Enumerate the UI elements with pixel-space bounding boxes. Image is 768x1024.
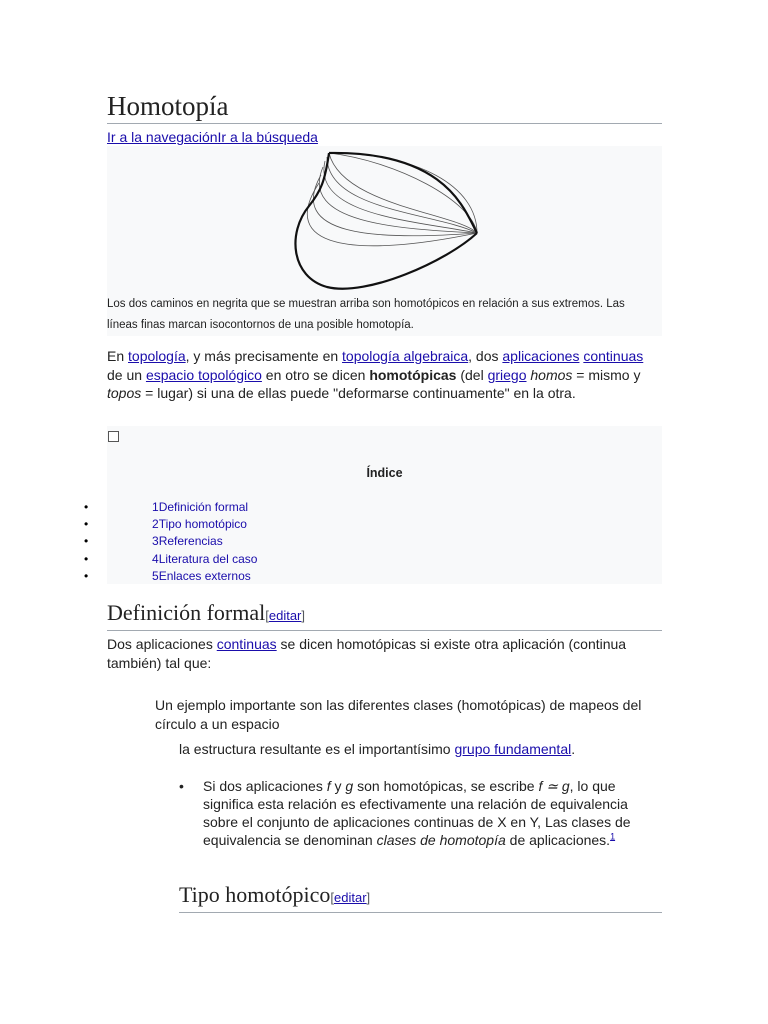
intro-text: , y más precisamente en <box>185 348 343 364</box>
math-expression: f ≃ g <box>538 778 570 794</box>
jump-links <box>107 128 318 146</box>
table-of-contents <box>84 426 662 584</box>
edit-bracket-close: ] <box>301 608 306 623</box>
intro-paragraph <box>107 347 652 403</box>
bullet-icon: • <box>84 534 89 548</box>
intro-text: en otro se dicen <box>261 366 370 383</box>
edit-section-link[interactable]: editar <box>268 608 302 623</box>
edit-section-link[interactable]: editar <box>334 890 367 905</box>
definition-text: se dicen homotópicas si existe otra aplicación (continua también) tal que: <box>107 636 627 671</box>
toc-title: Índice <box>366 466 403 480</box>
toc-item-literatura[interactable] <box>84 552 452 566</box>
list-item-equivalencia <box>179 777 665 849</box>
toc-item-number: 1 <box>152 500 159 514</box>
toc-item-label: Referencias <box>158 534 223 548</box>
list-item-text: son homotópicas, se escribe <box>353 778 539 794</box>
bullet-icon: • <box>84 552 89 566</box>
edit-section-wrapper <box>330 890 370 905</box>
math-f: f <box>326 778 331 794</box>
structure-paragraph <box>179 740 669 759</box>
edit-bracket-open: [ <box>265 608 269 623</box>
link-topologia-algebraica[interactable]: topología algebraica <box>342 348 469 364</box>
link-griego[interactable]: griego <box>487 366 527 383</box>
toc-item-number: 2 <box>152 517 159 531</box>
homotopy-figure-image[interactable] <box>287 151 587 301</box>
intro-text: (del <box>456 366 488 383</box>
definition-text: Dos aplicaciones <box>107 636 217 652</box>
structure-text: . <box>571 741 576 757</box>
link-espacio-topologico[interactable]: espacio topológico <box>145 366 262 383</box>
toc-item-enlaces-externos[interactable] <box>84 569 452 583</box>
edit-bracket-open: [ <box>330 890 335 905</box>
toc-toggle-checkbox[interactable] <box>108 431 119 442</box>
jump-to-search-link[interactable]: Ir a la búsqueda <box>217 129 318 145</box>
intro-text: = lugar) si una de ellas puede "deformarse continuamente" en la otra. <box>141 385 576 401</box>
figure-thumbnail <box>107 146 662 336</box>
intro-text: , dos <box>468 348 503 364</box>
term-topos: topos <box>107 385 142 401</box>
link-grupo-fundamental[interactable]: grupo fundamental <box>454 741 572 757</box>
list-item-text: Si dos aplicaciones <box>203 778 327 794</box>
structure-text: la estructura resultante es el importantísimo <box>179 741 455 757</box>
definition-paragraph <box>107 635 627 672</box>
bullet-icon: • <box>84 500 89 514</box>
link-continuas[interactable]: continuas <box>583 348 644 364</box>
term-homotopicas: homotópicas <box>369 366 457 383</box>
intro-text: de un <box>107 366 146 383</box>
toc-item-label: Definición formal <box>158 500 249 514</box>
bullet-icon: • <box>84 517 89 531</box>
link-aplicaciones[interactable]: aplicaciones <box>502 348 580 364</box>
section-heading-definicion-formal <box>107 600 662 631</box>
toc-item-number: 5 <box>152 569 159 583</box>
toc-item-label: Enlaces externos <box>158 569 251 583</box>
list-item-text: y <box>330 778 346 794</box>
edit-section-wrapper <box>265 608 305 623</box>
term-clases-de-homotopia: clases de homotopía <box>376 832 506 848</box>
list-item-text: de aplicaciones. <box>505 832 611 848</box>
toc-item-definicion-formal[interactable] <box>84 500 452 514</box>
link-topologia[interactable]: topología <box>128 348 186 364</box>
section-heading-text: Tipo homotópico <box>179 882 331 907</box>
example-paragraph: Un ejemplo importante son las diferentes clases (homotópicas) de mapeos del círculo a un espacio <box>155 697 642 732</box>
figure-caption: Los dos caminos en negrita que se muestran arriba son homotópicos en relación a sus extremos. Las líneas finas marcan isocontornos de una posible homotopía. <box>107 298 625 331</box>
page-title: Homotopía <box>107 90 662 124</box>
toc-item-number: 4 <box>152 552 159 566</box>
toc-item-label: Literatura del caso <box>158 552 258 566</box>
toc-item-number: 3 <box>152 534 159 548</box>
intro-text: = mismo y <box>572 366 641 383</box>
link-continuas-def[interactable]: continuas <box>216 636 277 652</box>
toc-item-tipo-homotopico[interactable] <box>84 517 452 531</box>
intro-text: En <box>107 348 129 364</box>
list-item-text: , lo que significa esta relación es efectivamente una relación de equivalencia sobre el conjunto de aplicaciones continuas de X en Y, Las clases de equivalencia se denominan <box>203 778 631 848</box>
edit-bracket-close: ] <box>366 890 371 905</box>
bullet-icon: • <box>84 569 89 583</box>
reference-link[interactable]: 1 <box>610 831 616 842</box>
math-g: g <box>345 778 354 794</box>
section-heading-text: Definición formal <box>107 600 266 625</box>
section-heading-tipo-homotopico <box>179 882 662 913</box>
bullet-icon: • <box>179 778 184 794</box>
toc-item-referencias[interactable] <box>84 534 452 548</box>
term-homos: homos <box>530 366 573 383</box>
jump-to-navigation-link[interactable]: Ir a la navegación <box>107 129 218 145</box>
toc-item-label: Tipo homotópico <box>158 517 247 531</box>
